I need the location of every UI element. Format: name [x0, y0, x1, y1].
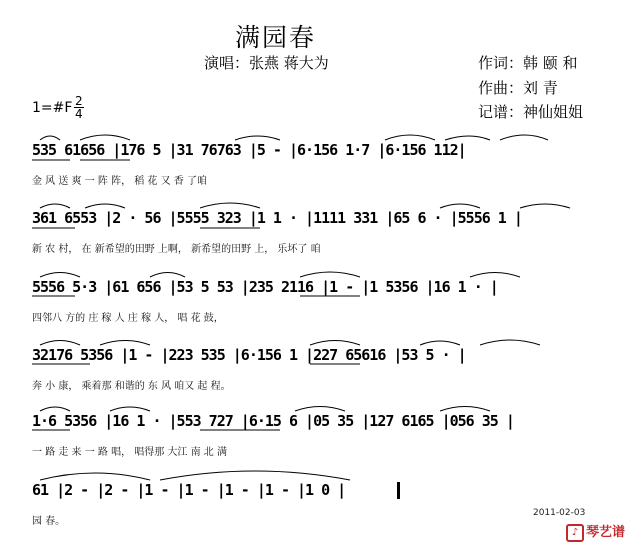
lyrics-line: 奔 小 康， 乘着那 和谐的 东 风 咱又 起 程。 — [32, 381, 231, 392]
jianpu-notes: 1·6 5356 |16 1 · |553 727 |6·15 6 |05 35 |127 6165 |056 35 | — [32, 412, 514, 430]
lyrics-line: 新 农 村， 在 新希望的田野 上啊， 新希望的田野 上， 乐坏了 咱 — [32, 244, 321, 255]
jianpu-notes: 5556 5·3 |61 656 |53 5 53 |235 2116 |1 - |1 5356 |16 1 · | — [32, 278, 498, 296]
transcription-date: 2011-02-03 — [533, 508, 586, 518]
lyrics-line: 一 路 走 来 一 路 唱， 唱得那 大江 南 北 满 — [32, 447, 227, 458]
site-logo — [566, 521, 625, 542]
logo-icon: ♪ — [566, 524, 584, 542]
composer-credit: 作曲：刘 青 — [478, 79, 558, 97]
jianpu-notes: 32176 5356 |1 - |223 535 |6·156 1 |227 65616 |53 5 · | — [32, 346, 466, 364]
jianpu-notes: 61 |2 - |2 - |1 - |1 - |1 - |1 - |1 0 | — [32, 481, 346, 499]
singer-credit: 演唱：张燕 蒋大为 — [204, 54, 329, 72]
lyrics-line: 金 风 送 爽 一 阵 阵， 稻 花 又 香 了咱 — [32, 176, 207, 187]
lyrics-line: 园 春。 — [32, 516, 66, 527]
time-signature-top: 2 — [75, 94, 83, 108]
key-signature: 1=#F — [32, 100, 73, 116]
lyricist-credit: 作词：韩 颐 和 — [478, 54, 578, 72]
song-title: 满园春 — [235, 23, 317, 52]
logo-text: 琴艺谱 — [586, 525, 626, 540]
lyrics-line: 四邻八 方的 庄 稼 人 庄 稼 人， 唱 花 鼓， — [32, 313, 224, 324]
jianpu-notes: 361 6553 |2 · 56 |5555 323 |1 1 · |1111 331 |65 6 · |5556 1 | — [32, 209, 522, 227]
time-signature-bottom: 4 — [75, 107, 83, 121]
transcriber-credit: 记谱：神仙姐姐 — [478, 103, 584, 121]
jianpu-notes: 535 61656 |176 5 |31 76763 |5 - |6·156 1·7 |6·156 112| — [32, 141, 466, 159]
